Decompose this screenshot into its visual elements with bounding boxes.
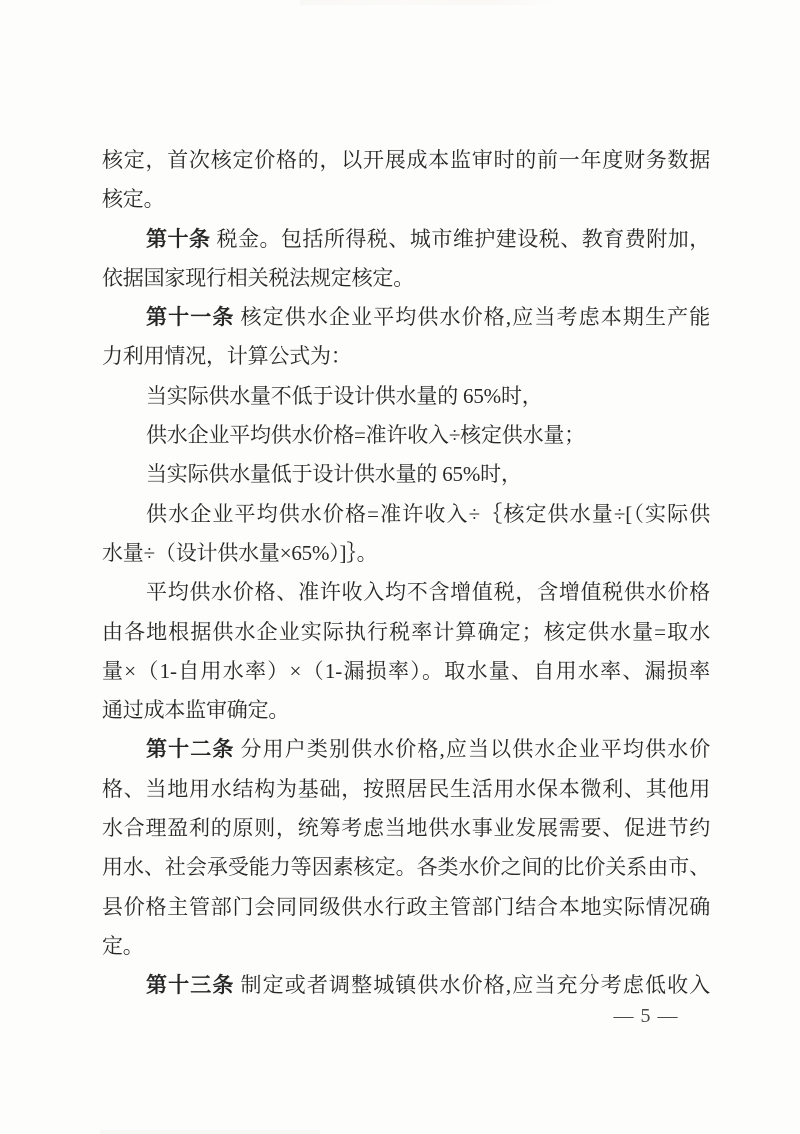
text-segment: 力利用情况，计算公式为：	[102, 344, 352, 369]
text-line	[102, 691, 710, 730]
text-segment: 制定或者调整城镇供水价格,应当充分考虑低收入	[240, 973, 710, 998]
article-number: 第十一条	[146, 305, 235, 330]
text-segment: 通过成本监审确定。	[102, 698, 290, 723]
text-line	[102, 809, 710, 848]
text-segment: 核定供水企业平均供水价格,应当考虑本期生产能	[240, 305, 710, 330]
text-segment: 核定，首次核定价格的，以开展成本监审时的前一年度财务数据	[102, 148, 710, 172]
text-line	[102, 337, 710, 376]
text-line	[102, 259, 710, 298]
text-line	[102, 848, 710, 887]
text-segment: 定。	[102, 933, 144, 958]
text-segment: 平均供水价格、准许收入均不含增值税，含增值税供水价格	[146, 580, 710, 605]
text-segment: 格、当地用水结构为基础，按照居民生活用水保本微利、其他用	[102, 776, 710, 801]
text-line	[102, 416, 710, 455]
scan-artifact-top	[300, 0, 560, 5]
text-segment: 当实际供水量不低于设计供水量的 65%时，	[146, 383, 543, 408]
text-line	[102, 455, 710, 494]
text-segment: 核定。	[102, 187, 165, 212]
article-number: 第十三条	[146, 973, 235, 998]
text-segment: 用水、社会承受能力等因素核定。各类水价之间的比价关系由市、	[102, 855, 710, 880]
text-line	[102, 966, 710, 1005]
text-line	[102, 220, 710, 259]
scan-artifact-bottom	[100, 1130, 320, 1134]
text-line	[102, 927, 710, 966]
document-body	[102, 141, 710, 1006]
text-segment: 分用户类别供水价格,应当以供水企业平均供水价	[240, 737, 710, 762]
text-line	[102, 888, 710, 927]
text-line	[102, 613, 710, 652]
article-number: 第十二条	[146, 737, 235, 762]
text-segment: 由各地根据供水企业实际执行税率计算确定；核定供水量=取水	[102, 619, 710, 644]
text-line	[102, 180, 710, 219]
text-segment: 水合理盈利的原则，统筹考虑当地供水事业发展需要、促进节约	[102, 816, 710, 841]
text-segment: 税金。包括所得税、城市维护建设税、教育费附加，	[216, 226, 710, 251]
text-segment: 依据国家现行相关税法规定核定。	[102, 265, 414, 290]
page-number: — 5 —	[613, 1005, 679, 1027]
text-line	[102, 534, 710, 573]
text-line	[102, 652, 710, 691]
text-segment: 供水企业平均供水价格=准许收入÷核定供水量；	[146, 423, 585, 448]
text-line	[102, 298, 710, 337]
text-line	[102, 495, 710, 534]
article-number: 第十条	[146, 226, 211, 251]
text-segment: 供水企业平均供水价格=准许收入÷｛核定供水量÷[（实际供	[146, 501, 710, 526]
text-line	[102, 730, 710, 769]
text-line	[102, 141, 710, 180]
text-segment: 当实际供水量低于设计供水量的 65%时，	[146, 462, 522, 487]
text-segment: 水量÷（设计供水量×65%）]｝。	[102, 540, 378, 565]
text-line	[102, 377, 710, 416]
text-line	[102, 573, 710, 612]
text-line	[102, 770, 710, 809]
text-segment: 县价格主管部门会同同级供水行政主管部门结合本地实际情况确	[102, 894, 710, 919]
text-segment: 量×（1-自用水率）×（1-漏损率）。取水量、自用水率、漏损率	[102, 658, 710, 683]
